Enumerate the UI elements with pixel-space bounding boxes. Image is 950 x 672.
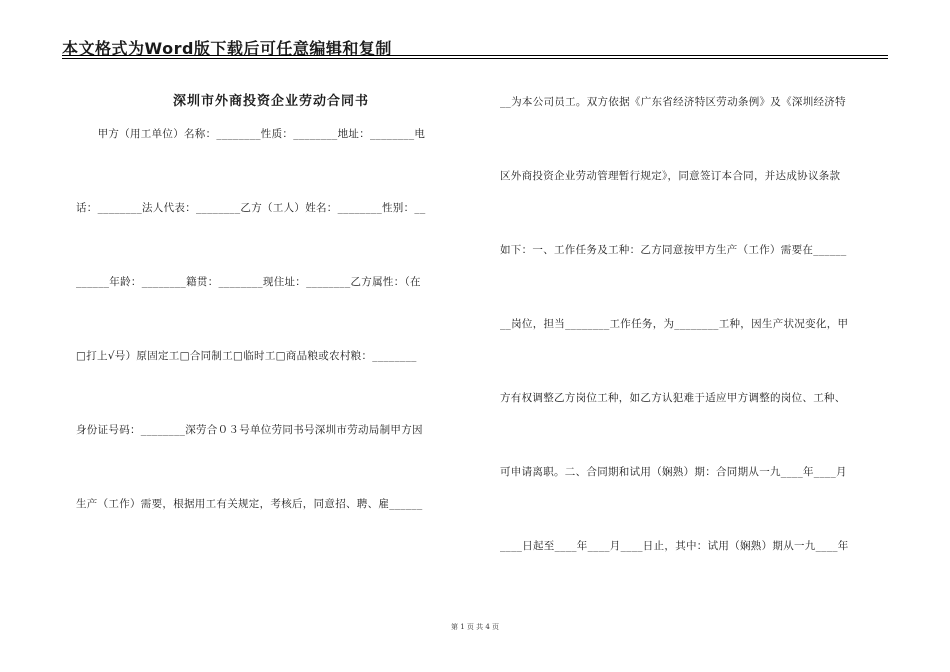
text-line: □打上√号）原固定工□合同制工□临时工□商品粮或农村粮：________ — [76, 350, 417, 362]
text-line: 如下：一、工作任务及工种：乙方同意按甲方生产（工作）需要在______ — [500, 244, 847, 256]
document-title: 深圳市外商投资企业劳动合同书 — [172, 94, 369, 109]
left-column — [76, 86, 466, 562]
text-line: 可申请离职。二、合同期和试用（娴熟）期：合同期从一九____年____月 — [500, 466, 847, 478]
right-column — [500, 86, 890, 604]
text-line: 区外商投资企业劳动管理暂行规定》，同意签订本合同，并达成协议条款 — [500, 170, 841, 182]
page-header-banner: 本文格式为Word版下载后可任意编辑和复制 — [62, 39, 392, 58]
text-line: __为本公司员工。双方依据《广东省经济特区劳动条例》及《深圳经济特 — [500, 96, 846, 108]
text-line: 生产（工作）需要，根据用工有关规定，考核后，同意招、聘、雇______ — [76, 498, 423, 510]
text-line: 甲方（用工单位）名称：________性质：________地址：________电 — [76, 128, 426, 140]
header-rule-top — [62, 55, 888, 56]
text-line: 身份证号码：________深劳合０３号单位劳同书号深圳市劳动局制甲方因 — [76, 424, 423, 436]
text-line: 方有权调整乙方岗位工种，如乙方认犯难于适应甲方调整的岗位、工种、 — [500, 392, 846, 404]
text-line: ____日起至____年____月____日止，其中：试用（娴熟）期从一九____年 — [500, 540, 849, 552]
text-line: __岗位，担当________工作任务，为________工种，因生产状况变化，甲 — [500, 318, 849, 330]
text-line: ______年龄：________籍贯：________现住址：________乙方属性：（在 — [76, 276, 421, 288]
text-line: 话：________法人代表：________乙方（工人）姓名：________性别：__ — [76, 202, 426, 214]
page-number-footer: 第 1 页 共 4 页 — [450, 623, 500, 631]
header-rule-bottom — [62, 58, 888, 59]
